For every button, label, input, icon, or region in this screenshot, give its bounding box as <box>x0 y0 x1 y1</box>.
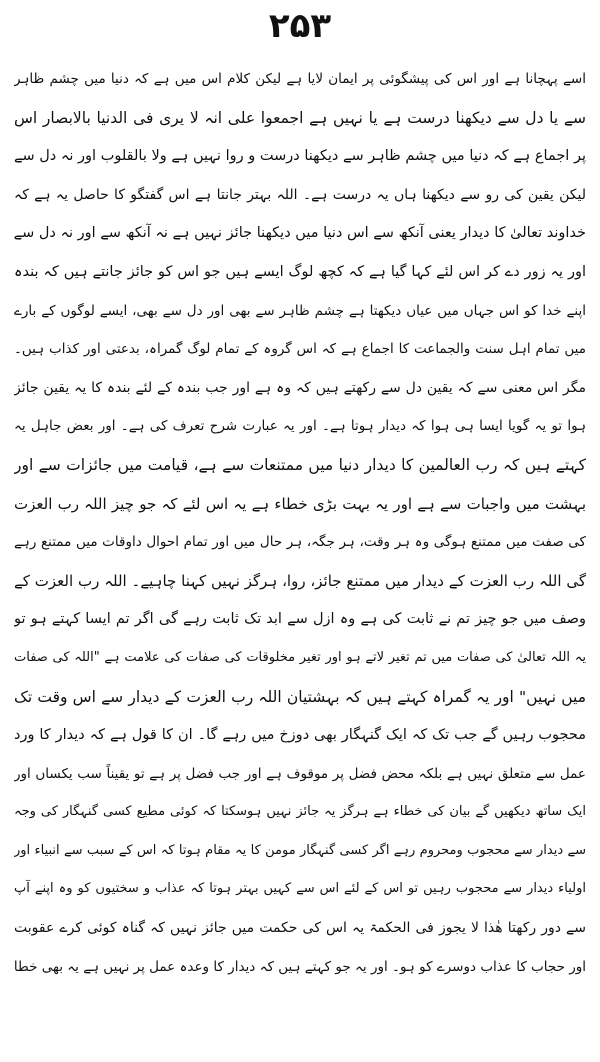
text-line: وصف میں جو چیز تم نے ثابت کی ہے وہ ازل سے ابد تک ثابت رہے گی اگر تم ایسا کہتے ہو تو <box>14 611 586 628</box>
text-line: اسے پہچانا ہے اور اس کی پیشگوئی پر ایمان لایا ہے لیکن کلام اس میں ہے کہ دنیا میں چشم ظاہر <box>14 71 586 87</box>
text-line: اور یہ زور دے کر اس لئے کہا گیا ہے کہ کچھ لوگ ایسے ہیں جو اس کو جائز جانتے ہیں کہ بندہ <box>14 263 586 280</box>
text-line: ہوا تو یہ گویا ایسا ہی ہوا کہ دیدار ہوتا ہے۔ اور یہ عبارت شرح تعرف کی ہے۔ اور بعض جاہل یہ <box>14 418 586 435</box>
text-line: خداوند تعالیٰ کا دیدار یعنی آنکھ سے اس دنیا میں دیکھنا جائز نہیں ہے نہ آنکھ سے اور نہ دل سے <box>14 225 586 242</box>
text-line: بہشت میں واجبات سے ہے اور یہ بہت بڑی خطاء ہے یہ اس لئے کہ جو چیز اللہ رب العزت <box>14 494 586 513</box>
text-line: اپنے خدا کو اس جہاں میں عیاں دیکھتا ہے چشم ظاہر سے بھی اور دل سے بھی، ایسے لوگوں کے بارے <box>14 302 586 319</box>
text-line: گی اللہ رب العزت کے دیدار میں ممتنع جائز، روا، ہرگز نہیں کہنا چاہیے۔ اللہ رب العزت کے <box>14 571 586 590</box>
page-body-text <box>14 60 586 986</box>
text-line: میں تمام اہل سنت والجماعت کا اجماع ہے کہ اس گروہ کے تمام لوگ گمراہ، بدعتی اور کذاب ہیں۔ <box>14 341 586 358</box>
text-line: پر اجماع ہے کہ دنیا میں چشم ظاہر سے دیکھنا درست و روا نہیں ہے ولا بالقلوب اور نہ دل سے <box>14 148 586 165</box>
text-line: سے یا دل سے دیکھنا درست ہے یا نہیں ہے اجمعوا علی انہ لا یری فی الدنیا بالابصار اس <box>14 108 586 127</box>
text-line: اور حجاب کا عذاب دوسرے کو ہو۔ اور یہ جو کہتے ہیں کہ دیدار کا وعدہ عمل پر نہیں ہے یہ بھی خطا <box>14 958 586 975</box>
text-line: محجوب رہیں گے جب تک کہ ایک گنہگار بھی دوزخ میں رہے گا۔ ان کا قول ہے کہ دیدار کا ورد <box>14 727 586 744</box>
text-line: سے دیدار سے محجوب ومحروم رہے اگر کسی گنہگار مومن کا یہ مقام ہوتا کہ اس کے سبب سے انبیاء اور <box>14 842 586 858</box>
page-number: ۲۵۳ <box>268 6 332 46</box>
text-line: کہتے ہیں کہ رب العالمین کا دیدار دنیا میں ممتنعات سے ہے، قیامت میں جائزات سے اور <box>14 455 586 474</box>
text-line: ایک ساتھ دیکھیں گے بیان کی خطاء ہے ہرگز یہ جائز نہیں ہوسکتا کہ کوئی مطیع کسی گنہگار کی وجہ <box>14 804 586 820</box>
text-line: لیکن یقین کی رو سے دیکھنا ہاں یہ درست ہے۔ اللہ بہتر جانتا ہے اس گفتگو کا حاصل یہ ہے کہ <box>14 186 586 203</box>
text-line: سے دور رکھتا ھٰذا لا یجوز فی الحکمۃ یہ اس کی حکمت میں جائز نہیں کہ گناہ کوئی کرے عقوبت <box>14 920 586 937</box>
text-line: اولیاء دیدار سے محجوب رہیں تو اس کے لئے اس سے کہیں بہتر ہوتا کہ عذاب و سختیوں کو وہ اپنے آپ <box>14 881 586 897</box>
text-line: یہ اللہ تعالیٰ کی صفات میں تم تغیر لاتے ہو اور تغیر مخلوقات کی صفات کی علامت ہے "اللہ کی صفات <box>14 649 586 665</box>
text-line: مگر اس معنی سے کہ یقین دل سے رکھتے ہیں کہ وہ ہے اور جب بندہ کے لئے بندہ کا یہ یقین جائز <box>14 379 586 396</box>
text-line: کی صفت میں ممتنع ہوگی وہ ہر وقت، ہر جگہ، ہر حال میں اور تمام احوال داوقات میں ممتنع رہے <box>14 534 586 551</box>
text-line: عمل سے متعلق نہیں ہے بلکہ محض فضل پر موقوف ہے اور جب فضل پر ہے تو یقیناً سب یکساں اور <box>14 765 586 782</box>
text-line: میں نہیں" اور یہ گمراہ کہتے ہیں کہ بہشتیان اللہ رب العزت کے دیدار سے اس وقت تک <box>14 687 586 706</box>
